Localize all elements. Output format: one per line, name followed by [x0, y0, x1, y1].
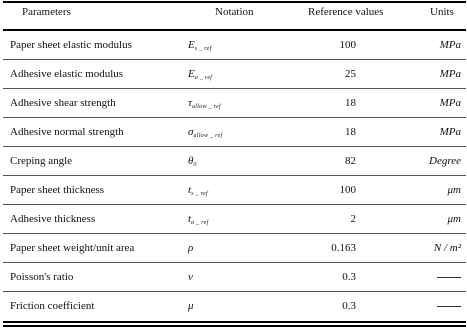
symbol: τ: [188, 97, 192, 109]
unit: [437, 271, 461, 283]
bottom-rule-2: [3, 325, 466, 327]
symbol-subscript: a _ ref: [194, 75, 213, 81]
notation-symbol: [188, 39, 212, 52]
symbol: ρ: [188, 242, 194, 254]
unit: Degree: [429, 155, 461, 167]
parameter-name: Poisson's ratio: [10, 271, 74, 283]
notation-symbol: [188, 155, 197, 168]
top-rule: [3, 1, 466, 3]
notation-symbol: [188, 300, 194, 312]
header-parameters: Parameters: [22, 6, 71, 18]
notation-symbol: [188, 242, 193, 254]
symbol-subscript: a _ ref: [191, 220, 209, 226]
symbol: E: [188, 39, 195, 51]
parameter-name: Paper sheet thickness: [10, 184, 105, 196]
table-row: [3, 263, 466, 291]
unit: MPa: [439, 39, 461, 51]
reference-value: 2: [350, 213, 356, 225]
unit: μm: [447, 184, 461, 196]
notation-symbol: [188, 68, 212, 81]
parameter-name: Adhesive shear strength: [10, 97, 116, 109]
table-row: [3, 205, 466, 233]
symbol: θ: [188, 155, 194, 167]
table-row: [3, 118, 466, 146]
symbol-subscript: s _ ref: [191, 191, 208, 197]
unit: MPa: [439, 126, 461, 138]
table-row: [3, 147, 466, 175]
header-notation: Notation: [215, 6, 254, 18]
header-reference-values: Reference values: [308, 6, 384, 18]
parameter-name: Adhesive normal strength: [10, 126, 124, 138]
parameter-name: Adhesive thickness: [10, 213, 96, 225]
symbol: σ: [188, 126, 194, 138]
table-row: [3, 31, 466, 59]
parameter-name: Paper sheet elastic modulus: [10, 39, 132, 51]
parameter-name: Adhesive elastic modulus: [10, 68, 124, 80]
no-unit-dash: [437, 277, 461, 278]
reference-value: 18: [345, 97, 356, 109]
table-row: [3, 176, 466, 204]
symbol: μ: [188, 300, 194, 312]
symbol-subscript: allow _ ref: [191, 104, 222, 110]
parameter-name: Friction coefficient: [10, 300, 95, 312]
table-row: [3, 234, 466, 262]
symbol: ν: [188, 271, 193, 283]
unit: [437, 300, 461, 312]
reference-value: 0.3: [342, 271, 356, 283]
unit: MPa: [439, 97, 461, 109]
symbol: t: [188, 184, 192, 196]
unit: N / m²: [433, 242, 461, 254]
unit: MPa: [439, 68, 461, 80]
symbol: E: [188, 68, 195, 80]
symbol-subscript: 0: [193, 162, 197, 168]
table-row: [3, 292, 466, 320]
reference-value: 82: [345, 155, 356, 167]
symbol-subscript: s _ ref: [194, 46, 212, 52]
notation-symbol: [188, 271, 193, 283]
symbol-subscript: allow _ ref: [193, 133, 223, 139]
reference-value: 100: [339, 184, 356, 196]
header-units: Units: [430, 6, 454, 18]
unit: μm: [447, 213, 461, 225]
no-unit-dash: [437, 306, 461, 307]
bottom-rule-1: [3, 321, 466, 323]
reference-value: 0.163: [331, 242, 356, 254]
reference-value: 18: [345, 126, 356, 138]
notation-symbol: [188, 97, 221, 110]
notation-symbol: [188, 213, 209, 226]
parameter-name: Paper sheet weight/unit area: [10, 242, 135, 254]
reference-value: 0.3: [342, 300, 356, 312]
notation-symbol: [188, 184, 208, 197]
symbol: t: [188, 213, 192, 225]
table-row: [3, 89, 466, 117]
reference-value: 100: [339, 39, 356, 51]
notation-symbol: [188, 126, 223, 139]
parameter-name: Creping angle: [10, 155, 73, 167]
reference-value: 25: [345, 68, 356, 80]
table-row: [3, 60, 466, 88]
